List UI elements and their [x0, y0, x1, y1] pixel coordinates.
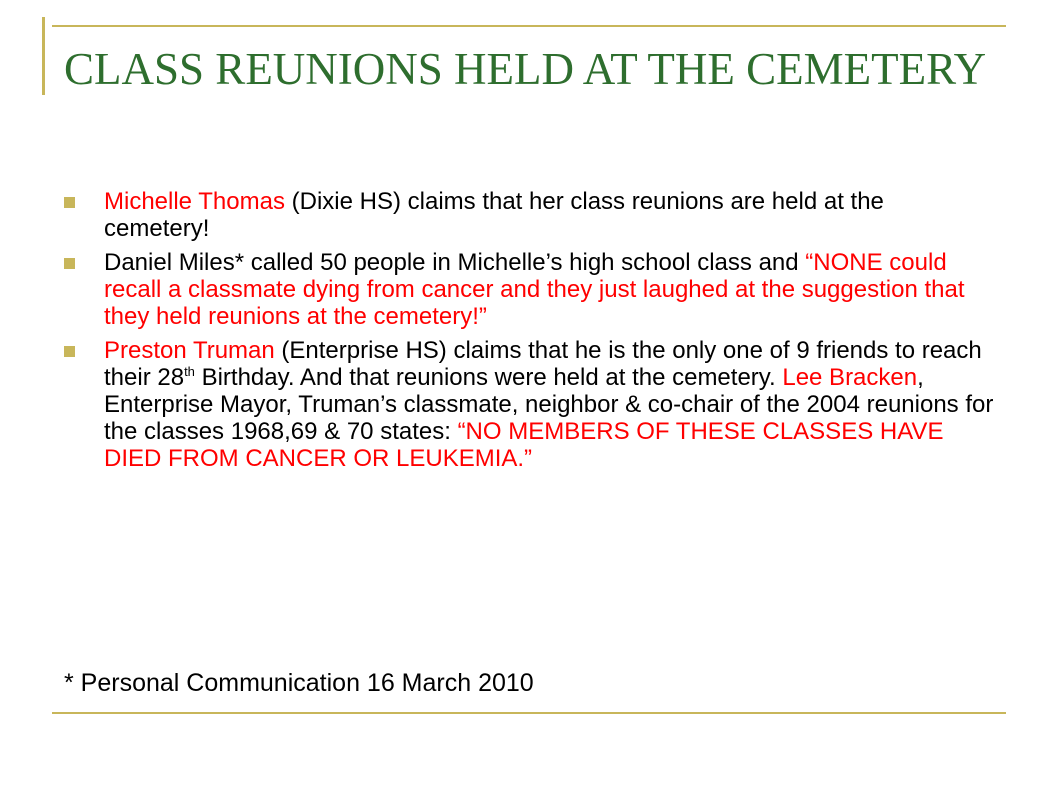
bullet-text: Birthday. And that reunions were held at the cemetery.	[194, 364, 783, 391]
highlighted-name: Lee Bracken	[782, 364, 918, 391]
bullet-text: (Enterprise HS) claims that he is the only one of 9 friends to reach their 28	[104, 337, 982, 391]
slide-title: CLASS REUNIONS HELD AT THE CEMETERY	[64, 44, 987, 94]
square-bullet-icon	[64, 197, 75, 208]
footnote: * Personal Communication 16 March 2010	[64, 669, 534, 697]
bullet-preston-truman	[64, 337, 994, 472]
bullet-michelle-thomas	[64, 188, 994, 242]
bullet-text: (Dixie HS) claims that her class reunions are held at the cemetery!	[104, 188, 884, 242]
square-bullet-icon	[64, 346, 75, 357]
highlighted-name: Preston Truman	[104, 337, 275, 364]
bullet-daniel-miles	[64, 249, 994, 330]
bullet-list	[64, 188, 994, 479]
square-bullet-icon	[64, 258, 75, 269]
bottom-rule	[52, 712, 1006, 714]
highlighted-quote: “NO MEMBERS OF THESE CLASSES HAVE DIED FROM CANCER OR LEUKEMIA.”	[104, 418, 944, 472]
superscript: th	[184, 364, 195, 379]
highlighted-quote: “NONE could recall a classmate dying from cancer and they just laughed at the suggestion that they held reunions at the cemetery!”	[104, 249, 965, 330]
bullet-text: Daniel Miles* called 50 people in Michelle’s high school class and	[104, 249, 806, 276]
bullet-text: , Enterprise Mayor, Truman’s classmate, neighbor & co-chair of the 2004 reunions for the classes 1968,69 & 70 states:	[104, 364, 994, 445]
highlighted-name: Michelle Thomas	[104, 188, 285, 215]
top-rule	[52, 25, 1006, 27]
left-rule	[42, 17, 45, 95]
